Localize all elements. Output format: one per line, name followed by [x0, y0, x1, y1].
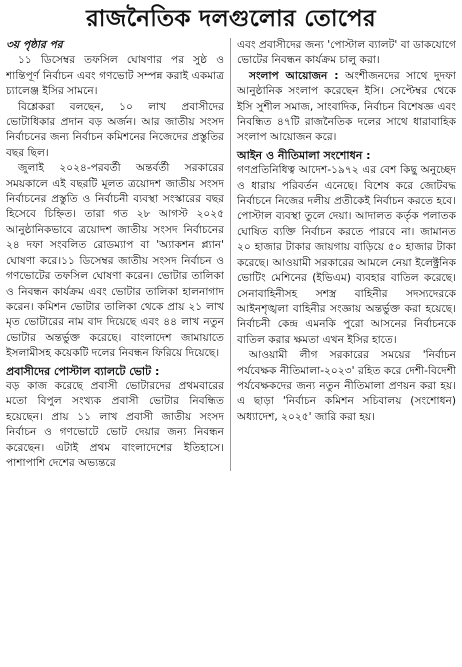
- paragraph: বিশ্লেকরা বলছেন, ১০ লাখ প্রবাসীদের ভোটাধিকার প্রদান বড় অর্জন। আর জাতীয় সংসদ নির্বাচনের জন্য নির্বাচন কমিশনের নিজেদের প্রস্তুতির বছর ছিল।: [6, 100, 224, 159]
- paragraph: জুলাই ২০২৪-পরবর্তী অন্তর্বর্তী সরকারের সময়কালে এই বছরটি মূলত ত্রয়োদশ জাতীয় সংসদ নির্বাচনের প্রস্তুতি ও নির্বাচনী ব্যবস্থা সংস্কারের বছর হিসেবে চিহ্নিত। তারা গত ২৮ আগস্ট ২০২৫ আনুষ্ঠানিকভাবে ত্রয়োদশ জাতীয় সংসদ নির্বাচনের ২৪ দফা সংবলিত রোডম্যাপ বা 'অ্যাকশন প্ল্যান' ঘোষণা করে।১১ ডিসেম্বর জাতীয় সংসদ নির্বাচন ও গণভোটের তফসিল ঘোষণা করেন। ভোটার তালিকা ও নিবন্ধন কার্যক্রম এবং ভোটার তালিকা হালনাগাদ করেন। কমিশন ভোটার তালিকা থেকে প্রায় ২১ লাখ মৃত ভোটারের নাম বাদ দিয়েছে এবং ৪৪ লাখ নতুন ভোটার অন্তর্ভুক্ত করেছে। বাংলাদেশ জামায়াতে ইসলামীসহ কয়েকটি দলের নিবন্ধন ফিরিয়ে দিয়েছে।: [6, 162, 224, 360]
- paragraph: আওয়ামী লীগ সরকারের সময়ের 'নির্বাচন পর্যবেক্ষক নীতিমালা-২০২৩' রহিত করে দেশী-বিদেশী পর্যবেক্ষকদের জন্য নতুন নীতিমালা প্রণয়ন করা হয়। এ ছাড়া 'নির্বাচন কমিশন সচিবালয় (সংশোধন) অধ্যাদেশ, ২০২৫' জারি করা হয়।: [237, 349, 456, 423]
- paragraph: [6, 38, 224, 53]
- paragraph: [237, 69, 456, 146]
- article-columns: [6, 38, 456, 471]
- headline: রাজনৈতিক দলগুলোর তোপের: [86, 6, 376, 32]
- right-column: [231, 38, 456, 471]
- paragraph: ১১ ডিসেম্বর তফসিল ঘোষণার পর সুষ্ঠ ও শান্তিপূর্ণ নির্বাচন এবং গণভোট সম্পন্ন করাই একমাত্র চ্যালেঞ্জ ইসির সামনে।: [6, 54, 224, 98]
- paragraph: এবং প্রবাসীদের জন্য 'পোস্টাল ব্যালট' বা ডাকযোগে ভোটের নিবন্ধন কার্যক্রম চালু করা।: [237, 39, 456, 67]
- paragraph-text: অংশীজনদের সাথে দুদফা আনুষ্ঠানিক সংলাপ করেছেন ইসি। সেপ্টেম্বর থেকে ইসি সুশীল সমাজ, সাংবাদিক, নির্বাচন বিশেষজ্ঞ এবং নিবন্ধিত ৪৭টি রাজনৈতিক দলের সাথে ধারাবাহিক সংলাপ আয়োজন করে।: [237, 69, 456, 144]
- paragraph: বড় কাজ করেছে প্রবাসী ভোটারদের প্রথমবারের মতো বিপুল সংখ্যক প্রবাসী ভোটার নিবন্ধিত হয়েছেন। প্রায় ১১ লাখ প্রবাসী জাতীয় সংসদ নির্বাচন ও গণভোটে ভোট দেয়ার জন্য নিবন্ধন করেছেন। এটাই প্রথম বাংলাদেশের ইতিহাসে। পাশাপাশি দেশের অভ্যন্তরে: [6, 379, 224, 469]
- left-column: [6, 38, 231, 471]
- paragraph: গণপ্রতিনিধিত্ব আদেশ-১৯৭২ এর বেশ কিছু অনুচ্ছেদ ও ধারায় পরিবর্তন এনেছে। বিশেষ করে জোটবদ্ধ নির্বাচনে নিজের দলীয় প্রতীকেই নির্বাচন করতে হবে। পোস্টাল ব্যবস্থা তুলে দেয়া। আদালত কর্তৃক পলাতক ঘোষিত ব্যক্তি নির্বাচন করতে পারবে না। জামানত ২০ হাজার টাকার জায়গায় বাড়িয়ে ৫০ হাজার টাকা করেছে। আওয়ামী সরকারের আমলে নেয়া ইলেক্ট্রনিক ভোটিং মেশিনের (ইভিএম) ব্যবহার বাতিল করেছে। সেনাবাহিনীসহ সশস্ত্র বাহিনীর সদস্যদেরকে আইনশৃঙ্খলা বাহিনীর সংজ্ঞায় অন্তর্ভুক্ত করা হয়েছে। নির্বাচনী কেন্দ্র এমনকি পুরো আসনের নির্বাচনকে বাতিল করার ক্ষমতা এখন ইসির হাতে।: [237, 164, 456, 346]
- subheading-law-amendment: আইন ও নীতিমালা সংশোধন :: [237, 148, 371, 162]
- continued-from-label: ৩য় পৃষ্ঠার পর: [6, 39, 63, 51]
- subheading-dialogue: সংলাপ আয়োজন :: [249, 69, 339, 82]
- subheading-postal-ballot: প্রবাসীদের পোস্টাল ব্যালটে ভোট :: [6, 364, 160, 378]
